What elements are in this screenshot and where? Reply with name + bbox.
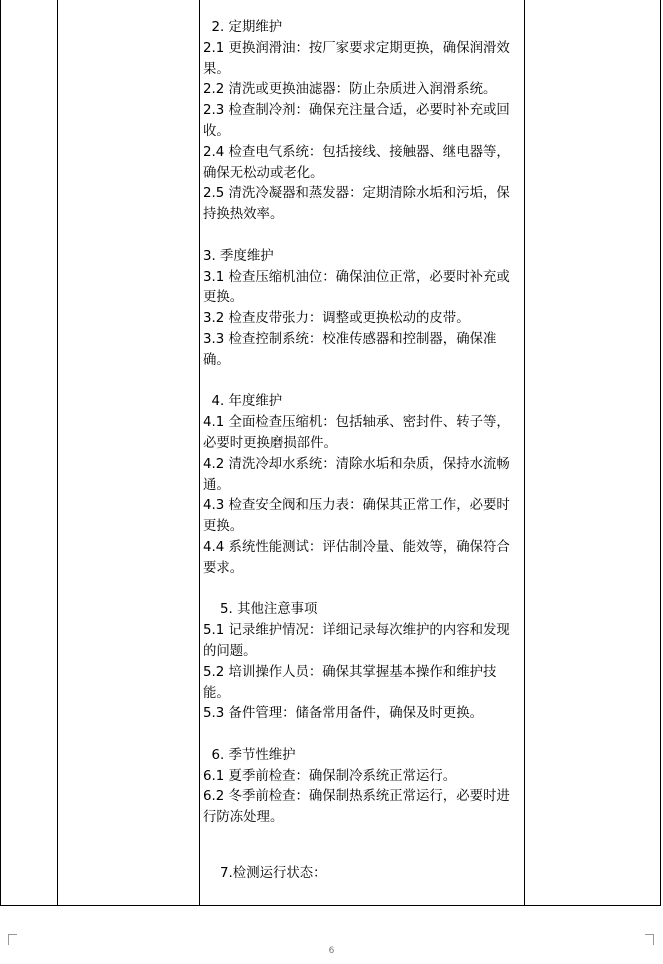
section-other-notes (203, 600, 521, 725)
paragraph-gap (203, 725, 521, 746)
section-heading: 6. 季节性维护 (203, 747, 296, 763)
list-item: 3.1 检查压缩机油位：确保油位正常，必要时补充或更换。 (203, 269, 510, 306)
list-item: 4.4 系统性能测试：评估制冷量、能效等，确保符合要求。 (203, 539, 510, 576)
margin-corner-mark-left (8, 934, 17, 945)
page-number: 6 (328, 946, 335, 956)
list-item: 3.2 检查皮带张力：调整或更换松动的皮带。 (203, 311, 470, 327)
list-item: 3.3 检查控制系统：校准传感器和控制器，确保准确。 (203, 331, 497, 368)
section-heading: 2. 定期维护 (203, 20, 283, 35)
paragraph-gap (203, 829, 521, 850)
list-item: 4.2 清洗冷却水系统：清除水垢和杂质，保持水流畅通。 (203, 456, 510, 493)
section-heading: 3. 季度维护 (203, 248, 274, 264)
list-item: 2.5 清洗冷凝器和蒸发器：定期清除水垢和污垢，保持换热效率。 (203, 186, 510, 223)
section-heading: 4. 年度维护 (203, 394, 283, 410)
section-seasonal (203, 746, 521, 829)
paragraph-gap (203, 850, 521, 864)
table-border-left (0, 0, 1, 906)
list-item: 4.1 全面检查压缩机：包括轴承、密封件、转子等，必要时更换磨损部件。 (203, 415, 510, 451)
list-item: 6.1 夏季前检查：确保制冷系统正常运行。 (203, 768, 457, 784)
table-border-bottom (0, 905, 661, 906)
list-item: 2.2 清洗或更换油滤器：防止杂质进入润滑系统。 (203, 82, 497, 98)
list-item: 4.3 检查安全阀和压力表：确保其正常工作，必要时更换。 (203, 498, 510, 535)
section-heading: 5. 其他注意事项 (203, 602, 318, 618)
maintenance-content-cell (203, 18, 521, 885)
paragraph-gap (203, 226, 521, 247)
list-item: 5.2 培训操作人员：确保其掌握基本操作和维护技能。 (203, 664, 497, 701)
list-item: 5.1 记录维护情况：详细记录每次维护的内容和发现的问题。 (203, 623, 510, 659)
section-annual (203, 392, 521, 579)
table-column-divider-3 (524, 0, 525, 906)
table-column-divider-2 (199, 0, 200, 906)
paragraph-gap (203, 580, 521, 601)
list-item: 2.4 检查电气系统：包括接线、接触器、继电器等，确保无松动或老化。 (203, 144, 510, 181)
table-border-right (660, 0, 661, 906)
margin-corner-mark-right (645, 934, 654, 945)
paragraph-gap (203, 372, 521, 393)
list-item: 2.3 检查制冷剂：确保充注量合适，必要时补充或回收。 (203, 103, 510, 139)
section-regular (203, 18, 521, 226)
final-section-heading: 7.检测运行状态： (203, 865, 327, 881)
list-item: 2.1 更换润滑油：按厂家要求定期更换，确保润滑效果。 (203, 40, 510, 77)
section-quarterly (203, 247, 521, 372)
table-column-divider-1 (57, 0, 58, 906)
list-item: 6.2 冬季前检查：确保制热系统正常运行，必要时进行防冻处理。 (203, 789, 510, 826)
list-item: 5.3 备件管理：储备常用备件，确保及时更换。 (203, 706, 483, 722)
